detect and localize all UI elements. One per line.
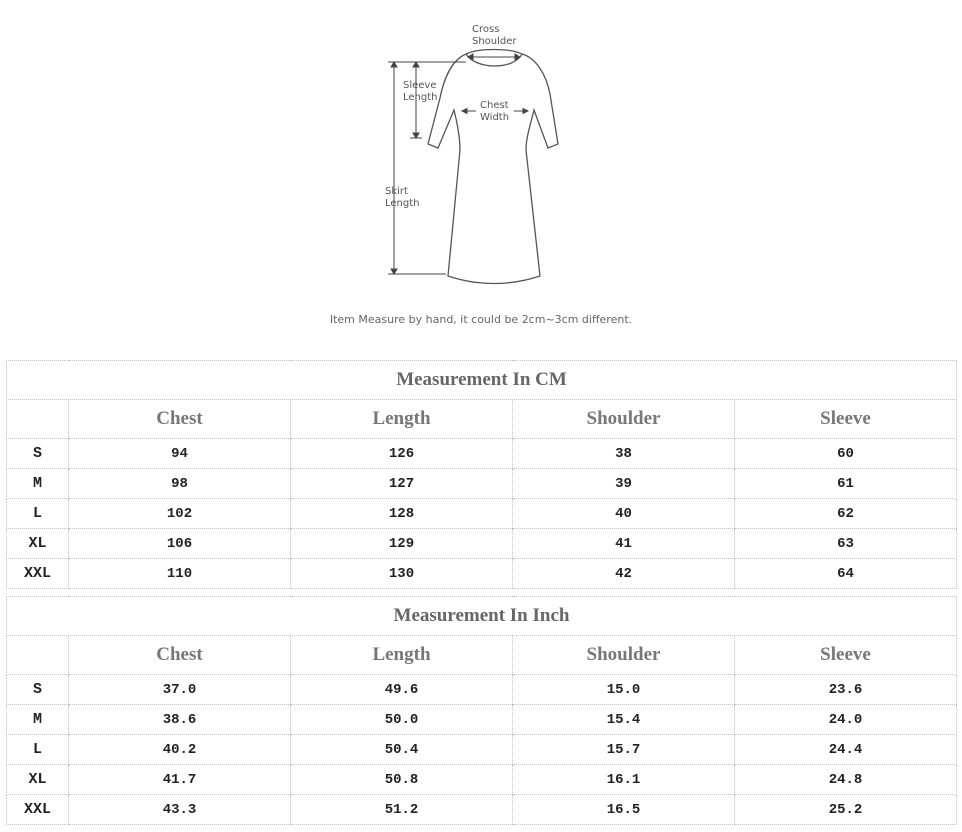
sleeve-length-label: Sleeve xyxy=(403,80,437,91)
skirt-length-label-2: Length xyxy=(385,198,420,209)
shoulder-value: 16.5 xyxy=(513,795,735,825)
header-sleeve: Sleeve xyxy=(735,400,957,439)
length-value: 130 xyxy=(291,559,513,589)
shoulder-value: 41 xyxy=(513,529,735,559)
sleeve-value: 24.8 xyxy=(735,765,957,795)
cross-shoulder-label-2: Shoulder xyxy=(472,36,517,47)
size-label: L xyxy=(7,735,69,765)
table-row xyxy=(7,529,957,559)
table-row xyxy=(7,499,957,529)
sleeve-value: 60 xyxy=(735,439,957,469)
chest-value: 102 xyxy=(69,499,291,529)
sleeve-value: 24.0 xyxy=(735,705,957,735)
size-label: XL xyxy=(7,765,69,795)
shoulder-value: 42 xyxy=(513,559,735,589)
shoulder-value: 15.7 xyxy=(513,735,735,765)
size-label: XL xyxy=(7,529,69,559)
length-value: 50.4 xyxy=(291,735,513,765)
shoulder-value: 38 xyxy=(513,439,735,469)
chest-value: 38.6 xyxy=(69,705,291,735)
chest-value: 40.2 xyxy=(69,735,291,765)
skirt-length-label: Skirt xyxy=(385,186,408,197)
chest-width-label-2: Width xyxy=(480,112,510,123)
length-value: 127 xyxy=(291,469,513,499)
table-row xyxy=(7,469,957,499)
header-length: Length xyxy=(291,400,513,439)
sleeve-value: 23.6 xyxy=(735,675,957,705)
sleeve-value: 62 xyxy=(735,499,957,529)
length-value: 50.0 xyxy=(291,705,513,735)
cm-size-table xyxy=(6,360,957,589)
sleeve-value: 24.4 xyxy=(735,735,957,765)
chest-value: 41.7 xyxy=(69,765,291,795)
inch-table-title: Measurement In Inch xyxy=(7,597,957,636)
table-row xyxy=(7,559,957,589)
size-label: M xyxy=(7,469,69,499)
table-title-row xyxy=(7,597,957,636)
table-row xyxy=(7,765,957,795)
size-label: XXL xyxy=(7,559,69,589)
length-value: 128 xyxy=(291,499,513,529)
length-value: 49.6 xyxy=(291,675,513,705)
table-title-row xyxy=(7,361,957,400)
shoulder-value: 39 xyxy=(513,469,735,499)
size-label: XXL xyxy=(7,795,69,825)
size-label: L xyxy=(7,499,69,529)
table-row xyxy=(7,705,957,735)
table-header-row xyxy=(7,636,957,675)
table-header-row xyxy=(7,400,957,439)
header-size xyxy=(7,636,69,675)
dress-measurement-diagram xyxy=(370,18,600,293)
chest-value: 43.3 xyxy=(69,795,291,825)
header-length: Length xyxy=(291,636,513,675)
sleeve-value: 64 xyxy=(735,559,957,589)
table-row xyxy=(7,795,957,825)
shoulder-value: 15.4 xyxy=(513,705,735,735)
measure-note: Item Measure by hand, it could be 2cm~3cm different. xyxy=(329,313,633,326)
sleeve-value: 63 xyxy=(735,529,957,559)
sleeve-length-label-2: Length xyxy=(403,92,438,103)
table-row xyxy=(7,675,957,705)
header-chest: Chest xyxy=(69,636,291,675)
chest-width-label: Chest xyxy=(480,100,509,111)
header-shoulder: Shoulder xyxy=(513,400,735,439)
size-label: S xyxy=(7,675,69,705)
chest-value: 98 xyxy=(69,469,291,499)
dress-outline xyxy=(428,54,558,284)
chest-value: 110 xyxy=(69,559,291,589)
size-label: M xyxy=(7,705,69,735)
chest-value: 37.0 xyxy=(69,675,291,705)
table-row xyxy=(7,439,957,469)
table-row xyxy=(7,735,957,765)
sleeve-value: 61 xyxy=(735,469,957,499)
shoulder-value: 15.0 xyxy=(513,675,735,705)
chest-value: 106 xyxy=(69,529,291,559)
inch-size-table xyxy=(6,596,957,825)
cm-table-title: Measurement In CM xyxy=(7,361,957,400)
length-value: 50.8 xyxy=(291,765,513,795)
size-label: S xyxy=(7,439,69,469)
length-value: 51.2 xyxy=(291,795,513,825)
cross-shoulder-label: Cross xyxy=(472,24,500,35)
length-value: 126 xyxy=(291,439,513,469)
header-sleeve: Sleeve xyxy=(735,636,957,675)
shoulder-value: 40 xyxy=(513,499,735,529)
header-chest: Chest xyxy=(69,400,291,439)
length-value: 129 xyxy=(291,529,513,559)
header-shoulder: Shoulder xyxy=(513,636,735,675)
header-size xyxy=(7,400,69,439)
chest-value: 94 xyxy=(69,439,291,469)
sleeve-value: 25.2 xyxy=(735,795,957,825)
shoulder-value: 16.1 xyxy=(513,765,735,795)
